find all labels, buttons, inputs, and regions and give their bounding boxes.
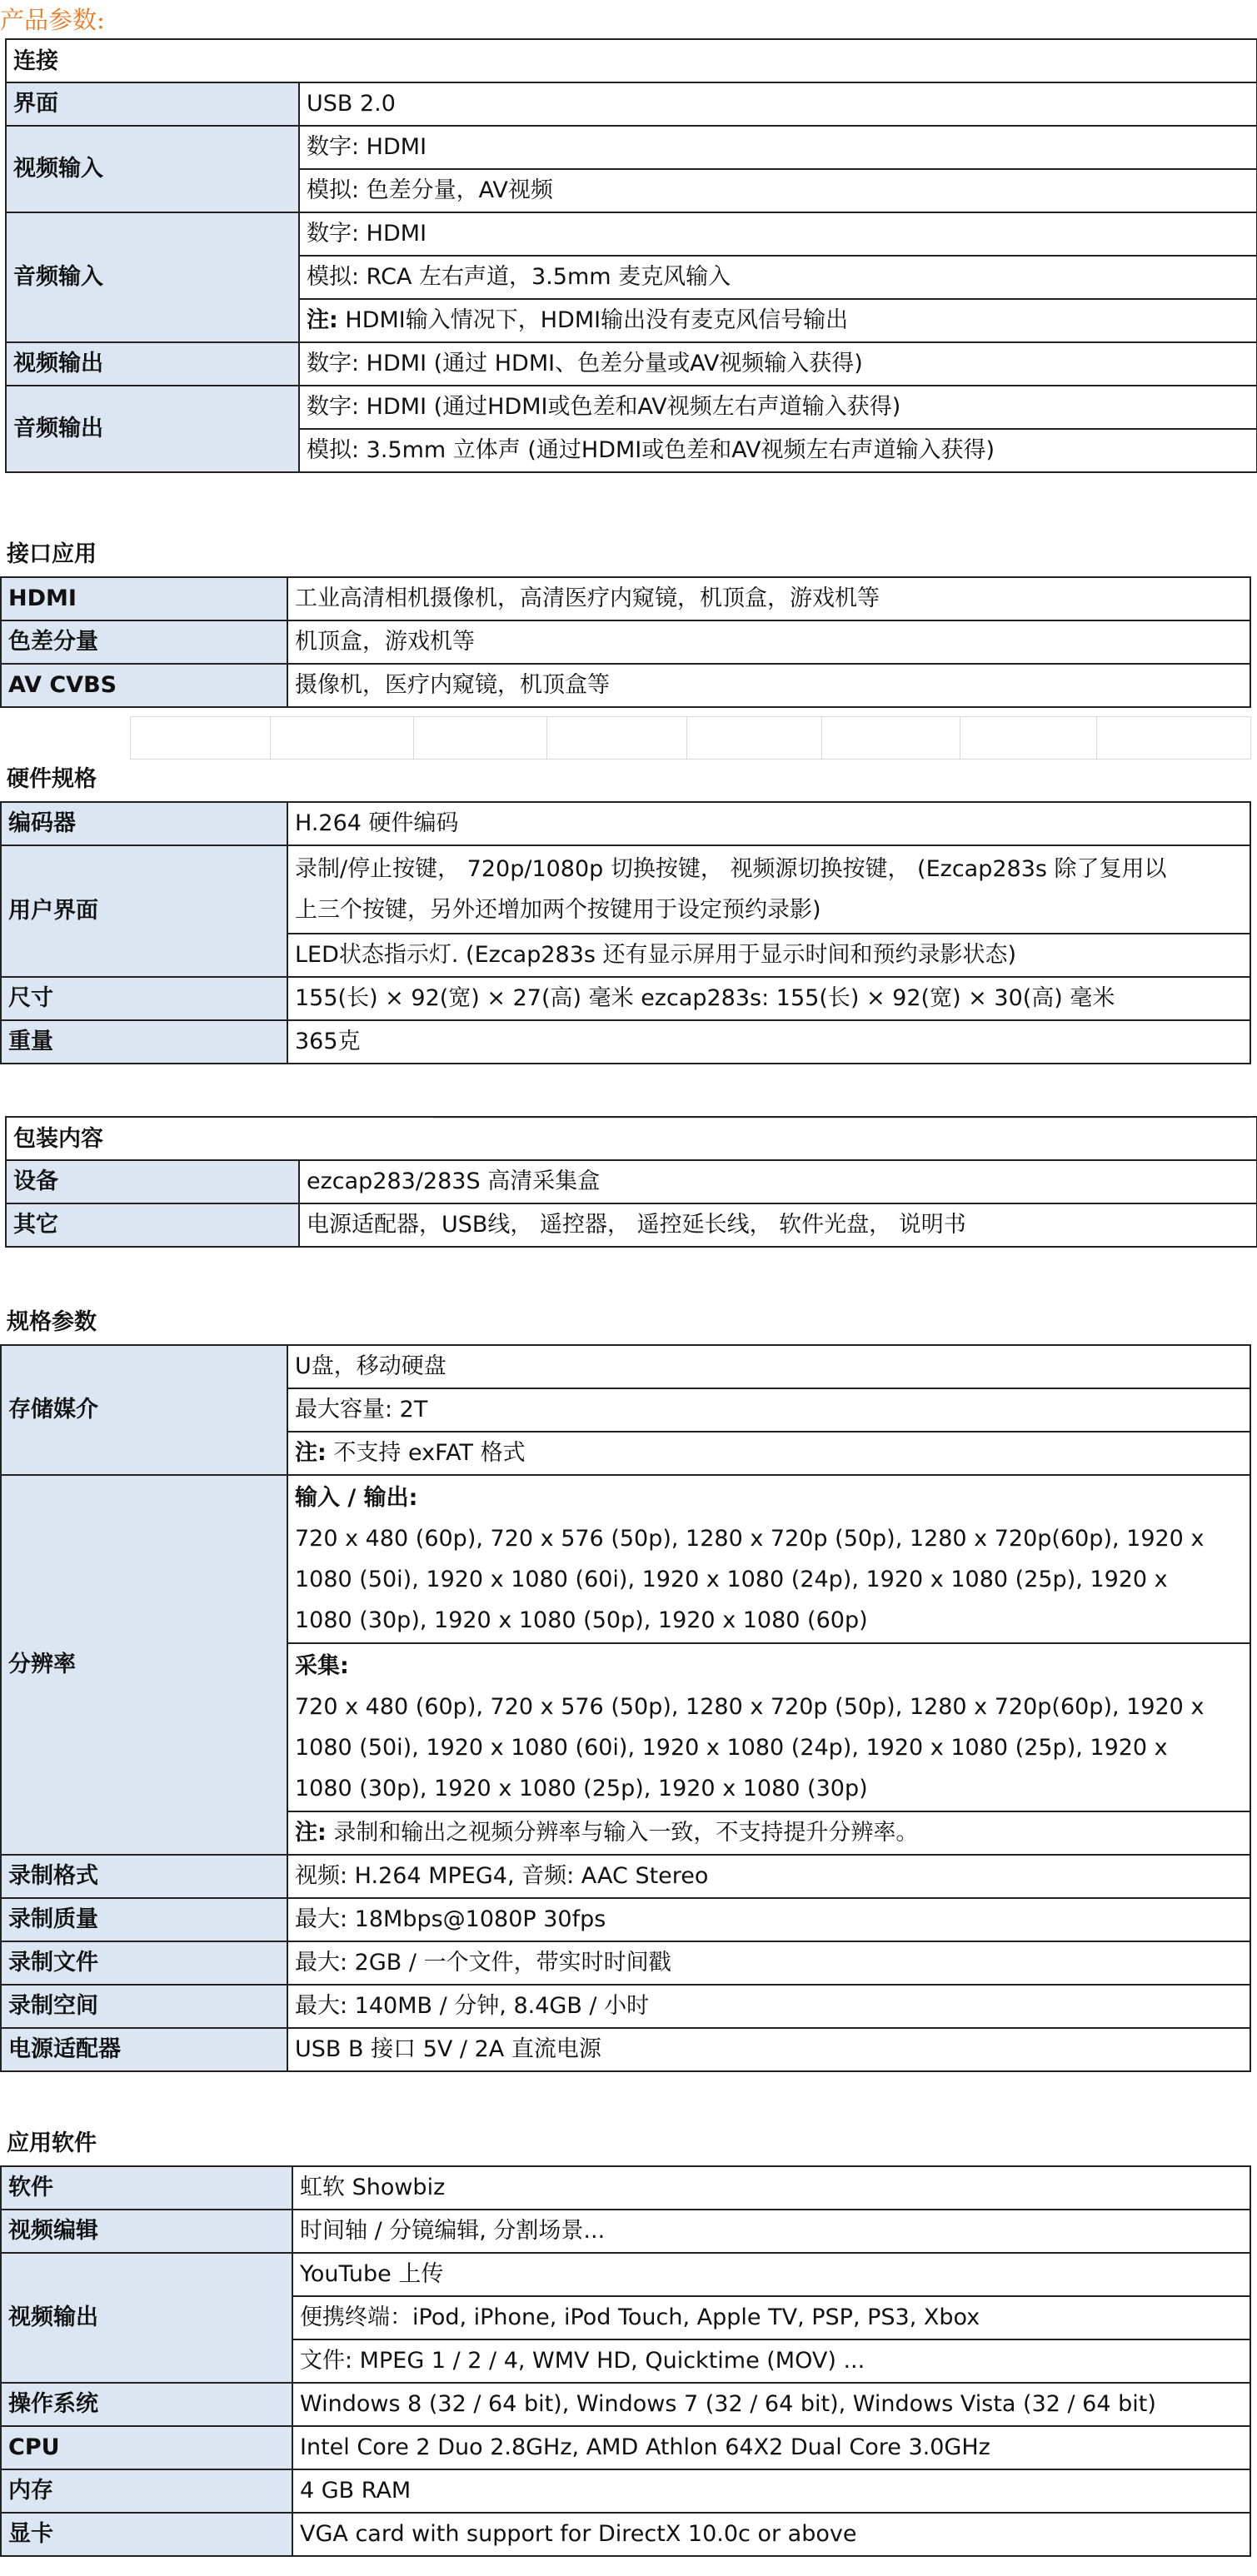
page-title: 产品参数:	[0, 6, 105, 34]
row-label: CPU	[1, 2426, 292, 2469]
row-value: USB B 接口 5V / 2A 直流电源	[287, 2028, 1250, 2071]
row-label: 用户界面	[1, 845, 287, 977]
row-note	[287, 1432, 1250, 1475]
section-specs	[0, 1301, 1251, 2072]
row-value: 机顶盒，游戏机等	[287, 620, 1250, 664]
row-label: 录制空间	[1, 1985, 287, 2028]
row-label: HDMI	[1, 577, 287, 620]
row-value: 工业高清相机摄像机，高清医疗内窥镜，机顶盒，游戏机等	[287, 577, 1250, 620]
row-label: 尺寸	[1, 977, 287, 1020]
row-label: 视频输入	[6, 126, 299, 212]
specs-table	[0, 1344, 1251, 2072]
interface-apps-table	[0, 576, 1251, 708]
row-value: 最大容量: 2T	[287, 1388, 1250, 1432]
section-package	[5, 1116, 1257, 1248]
row-note	[287, 1811, 1250, 1855]
row-value: 电源适配器，USB线， 遥控器， 遥控延长线， 软件光盘， 说明书	[299, 1203, 1257, 1247]
row-value	[287, 1643, 1250, 1811]
row-label: 录制文件	[1, 1941, 287, 1985]
row-label: 音频输入	[6, 212, 299, 342]
table-row	[1, 1941, 1250, 1985]
row-value	[287, 1475, 1250, 1643]
row-label: 色差分量	[1, 620, 287, 664]
section-heading: 连接	[5, 38, 1257, 82]
row-value: 视频: H.264 MPEG4, 音频: AAC Stereo	[287, 1855, 1250, 1898]
note-text: 不支持 exFAT 格式	[326, 1440, 526, 1466]
table-row	[6, 126, 1257, 169]
note-prefix: 注:	[307, 307, 338, 333]
row-label: 视频输出	[6, 342, 299, 386]
text-line: 720 x 480 (60p), 720 x 576 (50p), 1280 x 720p (50p), 1280 x 720p(60p), 1920 x	[295, 1694, 1205, 1720]
table-row	[1, 1020, 1250, 1064]
row-label: 显卡	[1, 2513, 292, 2556]
row-label: AV CVBS	[1, 664, 287, 707]
table-row	[6, 212, 1257, 256]
table-row	[6, 82, 1257, 126]
row-label: 分辨率	[1, 1475, 287, 1855]
subheading: 输入 / 输出:	[295, 1485, 418, 1511]
row-value: ezcap283/283S 高清采集盒	[299, 1160, 1257, 1203]
row-value: 4 GB RAM	[292, 2469, 1250, 2513]
section-heading: 应用软件	[7, 2130, 97, 2156]
row-label: 软件	[1, 2166, 292, 2210]
subheading: 采集:	[295, 1653, 349, 1679]
text-line: 录制/停止按键， 720p/1080p 切换按键， 视频源切换按键， (Ezcap283s 除了复用以	[295, 856, 1167, 882]
row-label: 重量	[1, 1020, 287, 1064]
row-value: 数字: HDMI	[299, 126, 1257, 169]
table-row	[1, 845, 1250, 934]
row-label: 操作系统	[1, 2383, 292, 2426]
table-row	[6, 1160, 1257, 1203]
row-value: U盘，移动硬盘	[287, 1345, 1250, 1388]
row-value: 数字: HDMI (通过HDMI或色差和AV视频左右声道输入获得)	[299, 386, 1257, 429]
table-row	[1, 2383, 1250, 2426]
section-interface-apps	[0, 533, 1251, 708]
row-label: 编码器	[1, 802, 287, 845]
row-label: 界面	[6, 82, 299, 126]
table-row	[1, 1345, 1250, 1388]
section-heading: 接口应用	[7, 541, 97, 567]
row-value: 时间轴 / 分镜编辑, 分割场景...	[292, 2210, 1250, 2253]
table-row	[1, 1855, 1250, 1898]
table-row	[1, 664, 1250, 707]
table-row	[1, 2426, 1250, 2469]
text-line: 1080 (50i), 1920 x 1080 (60i), 1920 x 1080 (24p), 1920 x 1080 (25p), 1920 x	[295, 1567, 1168, 1592]
note-prefix: 注:	[295, 1440, 327, 1466]
row-value: 模拟: RCA 左右声道，3.5mm 麦克风输入	[299, 256, 1257, 299]
connection-table	[5, 82, 1257, 473]
row-value: 文件: MPEG 1 / 2 / 4, WMV HD, Quicktime (MOV) ...	[292, 2339, 1250, 2383]
text-line: 1080 (30p), 1920 x 1080 (25p), 1920 x 1080 (30p)	[295, 1776, 868, 1801]
section-connection	[5, 38, 1257, 473]
table-row	[1, 2028, 1250, 2071]
row-value: Intel Core 2 Duo 2.8GHz, AMD Athlon 64X2 Dual Core 3.0GHz	[292, 2426, 1250, 2469]
row-value: 虹软 Showbiz	[292, 2166, 1250, 2210]
table-row	[1, 577, 1250, 620]
row-value: H.264 硬件编码	[287, 802, 1250, 845]
row-value: 摄像机，医疗内窥镜，机顶盒等	[287, 664, 1250, 707]
row-label: 录制质量	[1, 1898, 287, 1941]
table-row	[1, 2469, 1250, 2513]
table-row	[1, 1985, 1250, 2028]
table-row	[6, 342, 1257, 386]
table-row	[1, 2513, 1250, 2556]
row-value: 便携终端：iPod, iPhone, iPod Touch, Apple TV, PSP, PS3, Xbox	[292, 2296, 1250, 2339]
section-heading: 硬件规格	[7, 766, 97, 792]
row-label: 设备	[6, 1160, 299, 1203]
row-label: 视频输出	[1, 2253, 292, 2383]
section-software	[0, 2122, 1251, 2557]
row-label: 存储媒介	[1, 1345, 287, 1475]
row-value: 155(长) × 92(宽) × 27(高) 毫米 ezcap283s: 155(长) × 92(宽) × 30(高) 毫米	[287, 977, 1250, 1020]
section-heading: 规格参数	[7, 1309, 97, 1335]
section-heading: 包装内容	[5, 1116, 1257, 1159]
row-value: Windows 8 (32 / 64 bit), Windows 7 (32 / 64 bit), Windows Vista (32 / 64 bit)	[292, 2383, 1250, 2426]
row-value: 模拟: 3.5mm 立体声 (通过HDMI或色差和AV视频左右声道输入获得)	[299, 429, 1257, 472]
table-row	[6, 1203, 1257, 1247]
row-label: 录制格式	[1, 1855, 287, 1898]
row-value: 数字: HDMI	[299, 212, 1257, 256]
row-value: USB 2.0	[299, 82, 1257, 126]
row-label: 内存	[1, 2469, 292, 2513]
row-value: 模拟: 色差分量，AV视频	[299, 169, 1257, 212]
empty-grid-row	[130, 716, 1251, 760]
table-row	[1, 802, 1250, 845]
table-row	[6, 386, 1257, 429]
text-line: 1080 (30p), 1920 x 1080 (50p), 1920 x 1080 (60p)	[295, 1607, 868, 1633]
section-hardware	[0, 758, 1251, 1064]
row-value	[287, 845, 1250, 934]
row-value: 最大: 18Mbps@1080P 30fps	[287, 1898, 1250, 1941]
table-row	[1, 2210, 1250, 2253]
note-prefix: 注:	[295, 1820, 327, 1846]
table-row	[1, 2253, 1250, 2296]
row-label: 音频输出	[6, 386, 299, 472]
row-label: 电源适配器	[1, 2028, 287, 2071]
text-line: 上三个按键，另外还增加两个按键用于设定预约录影)	[295, 897, 821, 923]
row-label: 其它	[6, 1203, 299, 1247]
row-value: LED状态指示灯. (Ezcap283s 还有显示屏用于显示时间和预约录影状态)	[287, 934, 1250, 977]
row-value: 最大: 2GB / 一个文件，带实时时间戳	[287, 1941, 1250, 1985]
text-line: 1080 (50i), 1920 x 1080 (60i), 1920 x 1080 (24p), 1920 x 1080 (25p), 1920 x	[295, 1735, 1168, 1761]
table-row	[1, 977, 1250, 1020]
row-label: 视频编辑	[1, 2210, 292, 2253]
row-value: VGA card with support for DirectX 10.0c or above	[292, 2513, 1250, 2556]
row-value: 365克	[287, 1020, 1250, 1064]
table-row	[1, 2166, 1250, 2210]
software-table	[0, 2165, 1251, 2557]
table-row	[1, 1898, 1250, 1941]
note-text: HDMI输入情况下，HDMI输出没有麦克风信号输出	[337, 307, 849, 333]
package-table	[5, 1159, 1257, 1248]
text-line: 720 x 480 (60p), 720 x 576 (50p), 1280 x 720p (50p), 1280 x 720p(60p), 1920 x	[295, 1526, 1205, 1552]
row-value: 数字: HDMI (通过 HDMI、色差分量或AV视频输入获得)	[299, 342, 1257, 386]
row-value: 最大: 140MB / 分钟, 8.4GB / 小时	[287, 1985, 1250, 2028]
hardware-table	[0, 801, 1251, 1064]
note-text: 录制和输出之视频分辨率与输入一致，不支持提升分辨率。	[326, 1820, 919, 1846]
row-value: YouTube 上传	[292, 2253, 1250, 2296]
table-row	[1, 1475, 1250, 1643]
row-note	[299, 299, 1257, 342]
table-row	[1, 620, 1250, 664]
